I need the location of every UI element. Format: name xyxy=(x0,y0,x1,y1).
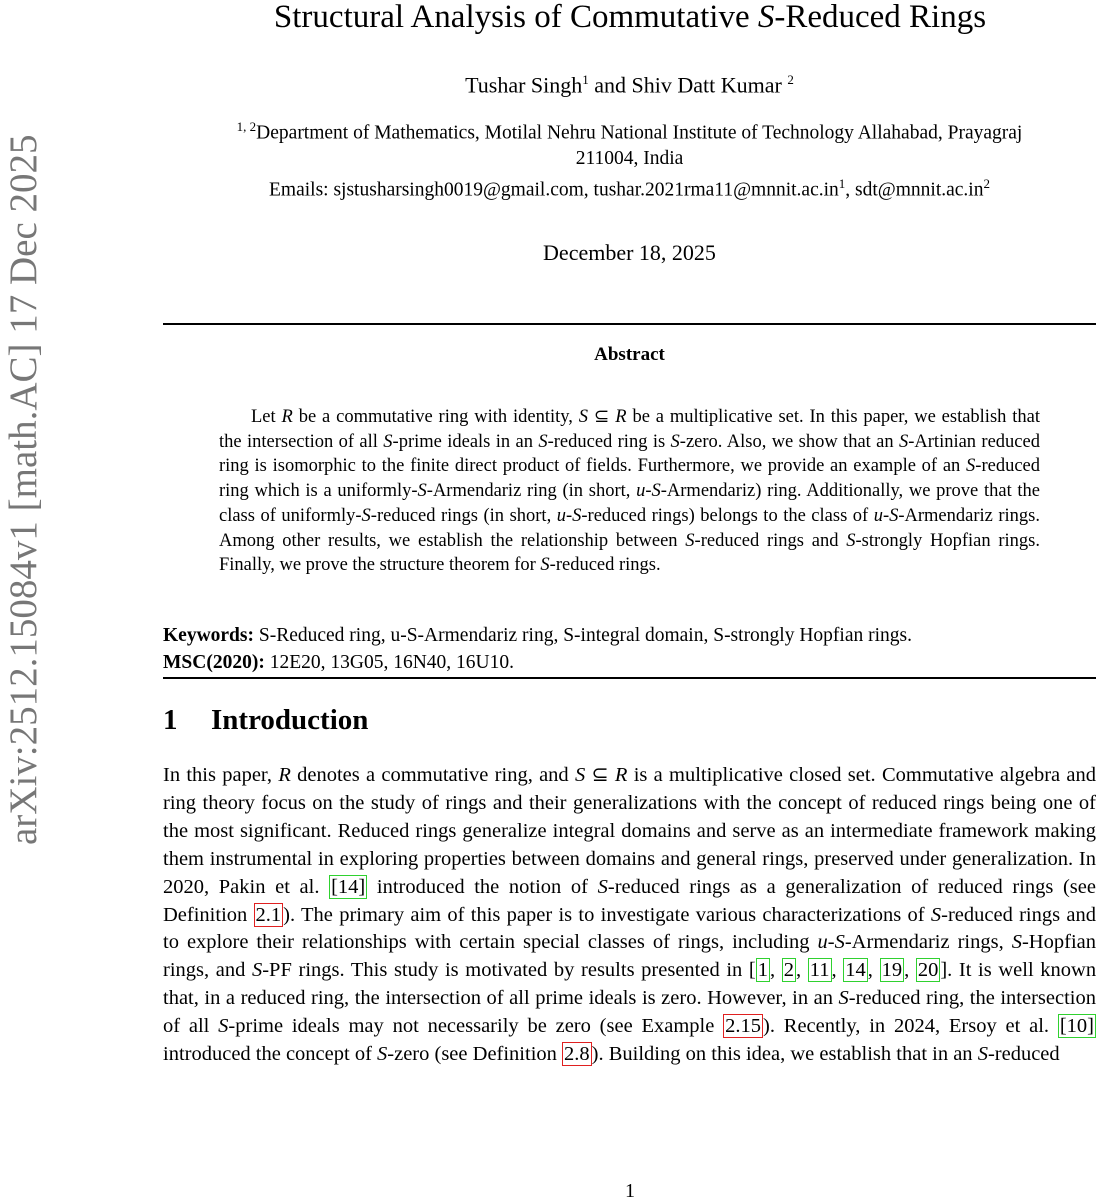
citation-link[interactable]: 1 xyxy=(757,959,768,982)
reference-link[interactable]: 2.15 xyxy=(725,1015,762,1038)
citation-link[interactable]: 19 xyxy=(881,959,903,982)
page-number: 1 xyxy=(625,1180,635,1202)
introduction-text: In this paper, R denotes a commutative ring, and S ⊆ R is a multiplicative closed set. Commutative algebra and ring theory focus on the study of rings and their generalizations with the concept of reduced rings being one of the most significant. Reduced rings generalize integral domains and serve as an intermediate framework making them instrumental in exploring properties between domains and general rings, preserved under generalization. In 2020, Pakin et al. [14] introduced the notion of S-reduced rings as a generalization of reduced rings (see Definition 2.1). The primary aim of this paper is to investigate various characterizations of S-reduced rings and to explore their relationships with certain special classes of rings, including u-S-Armendariz rings, S-Hopfian rings, and S-PF rings. This study is motivated by results presented in [1, 2, 11, 14, 19, 20]. It is well known that, in a reduced ring, the intersection of all prime ideals is zero. However, in an S-reduced ring, the intersection of all S-prime ideals may not necessarily be zero (see Example 2.15). Recently, in 2024, Ersoy et al. [10] introduced the concept of S-zero (see Definition 2.8). Building on this idea, we establish that in an S-reduced xyxy=(163,764,1096,1066)
msc-codes: MSC(2020): 12E20, 13G05, 16N40, 16U10. xyxy=(163,652,514,673)
bottom-rule xyxy=(163,677,1096,679)
affiliation: $^{1, 2}$Department of Mathematics, Motilal Nehru National Institute of Technology Allahabad, Prayagraj 211004, India Emails: sjstusharsingh0019@gmail.com, $tushar.2021rma11@mnnit.ac.in^1$, $sdt@mnnit.ac.in^2$ xyxy=(163,114,1096,202)
citation-link[interactable]: 14 xyxy=(845,959,866,982)
abstract-text: Let R be a commutative ring with identity, S ⊆ R be a multiplicative set. In this paper, we establish that the intersection of all S-prime ideals in an S-reduced ring is S-zero. Also, we show that an S-Artinian reduced ring is isomorphic to the finite direct product of fields. Furthermore, we provide an example of an S-reduced ring which is a uniformly-S-Armendariz ring (in short, u-S-Armendariz) ring. Additionally, we prove that the class of uniformly-S-reduced rings (in short, u-S-reduced rings) belongs to the class of u-S-Armendariz rings. Among other results, we establish the relationship between S-reduced rings and S-strongly Hopfian rings. Finally, we prove the structure theorem for S-reduced rings. xyxy=(219,407,1041,576)
authors: Tushar Singh$^1$ and Shiv Datt Kumar $^2$ xyxy=(465,72,794,98)
reference-link[interactable]: 2.8 xyxy=(564,1043,590,1066)
emails: Emails: sjstusharsingh0019@gmail.com, $tushar.2021rma11@mnnit.ac.in^1$, $sdt@mnnit.ac.in^2$ xyxy=(269,175,990,200)
citation-link[interactable]: 2 xyxy=(783,959,795,982)
section-heading: 1 Introduction xyxy=(163,704,369,736)
citation-link[interactable]: [10] xyxy=(1059,1015,1094,1038)
citation-link[interactable]: 20 xyxy=(917,959,939,982)
citation-link[interactable]: 11 xyxy=(809,959,830,982)
author-2: Shiv Datt Kumar xyxy=(631,72,788,98)
citation-link[interactable]: [14] xyxy=(331,875,366,898)
author-1: Tushar Singh xyxy=(465,72,583,98)
arxiv-sidebar-stamp: arXiv:2512.15084v1 [math.AC] 17 Dec 2025 xyxy=(2,134,45,845)
abstract-heading: Abstract xyxy=(594,344,665,365)
top-rule xyxy=(163,323,1096,325)
date: December 18, 2025 xyxy=(543,240,716,265)
reference-link[interactable]: 2.1 xyxy=(255,903,282,926)
paper-title: Structural Analysis of Commutative S-Reduced Rings xyxy=(273,0,987,35)
keywords: Keywords: S-Reduced ring, u-S-Armendariz ring, S-integral domain, S-strongly Hopfian rings. xyxy=(163,625,913,646)
